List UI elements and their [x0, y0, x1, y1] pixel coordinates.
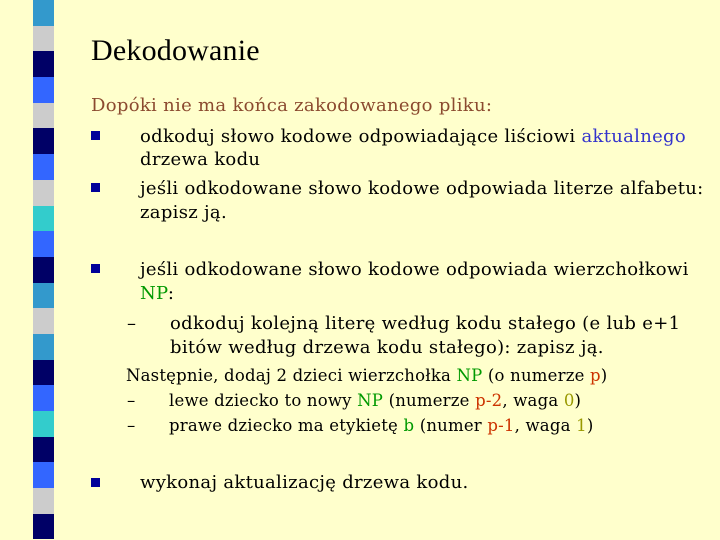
bullet-icon [91, 183, 100, 192]
stripe-block [33, 334, 54, 360]
slide-title: Dekodowanie [91, 34, 260, 67]
decorative-stripe [33, 0, 54, 540]
stripe-block [33, 514, 54, 540]
bullet-2-line-2: zapisz ją. [140, 202, 227, 223]
bullet-icon [91, 478, 100, 487]
stripe-block [33, 360, 54, 386]
stripe-block [33, 103, 54, 129]
stripe-block [33, 180, 54, 206]
stripe-block [33, 308, 54, 334]
stripe-block [33, 206, 54, 232]
bullet-1-line-1: odkoduj słowo kodowe odpowiadające liściowi aktualnego [140, 126, 687, 147]
sub-3-line: prawe dziecko ma etykietę b (numer p-1, waga 1) [169, 416, 594, 435]
stripe-block [33, 51, 54, 77]
stripe-block [33, 283, 54, 309]
stripe-block [33, 257, 54, 283]
stripe-block [33, 488, 54, 514]
dash-icon: – [127, 391, 136, 410]
bullet-2-line-1: jeśli odkodowane słowo kodowe odpowiada literze alfabetu: [140, 178, 704, 199]
bullet-1-line-2: drzewa kodu [140, 149, 261, 170]
stripe-block [33, 231, 54, 257]
bullet-4-line: wykonaj aktualizację drzewa kodu. [140, 472, 469, 493]
stripe-block [33, 462, 54, 488]
dash-icon: – [127, 416, 136, 435]
stripe-block [33, 26, 54, 52]
next-line: Następnie, dodaj 2 dzieci wierzchołka NP (o numerze p) [126, 366, 608, 385]
stripe-block [33, 128, 54, 154]
stripe-block [33, 437, 54, 463]
bullet-3-line-2: NP: [140, 283, 175, 304]
stripe-block [33, 385, 54, 411]
stripe-block [33, 0, 54, 26]
intro-text: Dopóki nie ma końca zakodowanego pliku: [91, 95, 493, 116]
bullet-icon [91, 131, 100, 140]
sub-2-line: lewe dziecko to nowy NP (numerze p-2, waga 0) [169, 391, 582, 410]
stripe-block [33, 411, 54, 437]
sub-1-line-2: bitów według drzewa kodu stałego): zapisz ją. [170, 337, 604, 358]
bullet-3-line-1: jeśli odkodowane słowo kodowe odpowiada wierzchołkowi [140, 259, 689, 280]
bullet-icon [91, 264, 100, 273]
sub-1-line-1: odkoduj kolejną literę według kodu stałego (e lub e+1 [170, 313, 681, 334]
stripe-block [33, 77, 54, 103]
dash-icon: – [127, 313, 137, 334]
stripe-block [33, 154, 54, 180]
